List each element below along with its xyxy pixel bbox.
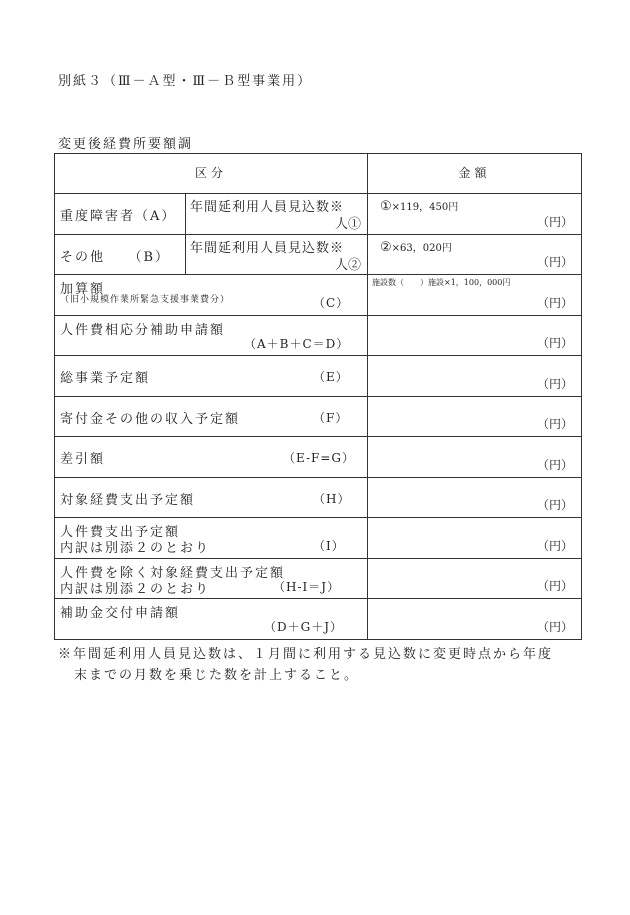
- row-sub-label: 年間延利用人員見込数※: [190, 200, 345, 215]
- row-label-line2: 内訳は別添２のとおり: [60, 541, 211, 556]
- row-code: （H）: [313, 492, 351, 506]
- row-label: 補助金交付申請額: [60, 606, 181, 621]
- row-label: 差引額: [60, 452, 106, 467]
- yen-unit: （円）: [537, 579, 574, 593]
- row-sub-cell: [186, 235, 368, 275]
- row-code: （E-F=G）: [283, 451, 356, 465]
- row-label: 人件費支出予定額: [60, 525, 181, 540]
- row-label-cell: [55, 275, 368, 316]
- table-row: [55, 397, 582, 437]
- row-label: 総事業予定額: [60, 371, 151, 386]
- footnote-line2: 末までの月数を乗じた数を計上すること。: [74, 668, 360, 683]
- amount-formula: ①×119，450円: [380, 199, 459, 214]
- table-row: [55, 194, 582, 235]
- amount-cell[interactable]: [368, 397, 582, 437]
- table-row: [55, 356, 582, 397]
- amount-cell[interactable]: [368, 478, 582, 518]
- row-code: （A＋B＋C＝D）: [244, 337, 350, 351]
- document-title: 別紙３（Ⅲ－Ａ型・Ⅲ－Ｂ型事業用）: [58, 74, 313, 89]
- yen-unit: （円）: [537, 417, 574, 431]
- facility-count-formula: 施設数（ ）施設×1，100，000円: [372, 278, 511, 287]
- row-label-cell: [55, 235, 186, 275]
- row-label-cell: [55, 316, 368, 356]
- row-label: 人件費相応分補助申請額: [60, 323, 226, 338]
- yen-unit: （円）: [537, 620, 574, 634]
- table-row: [55, 599, 582, 640]
- row-label-cell: [55, 437, 368, 478]
- amount-cell[interactable]: [368, 599, 582, 640]
- table-row: [55, 235, 582, 275]
- table-header-row: [55, 154, 582, 194]
- table-row: [55, 437, 582, 478]
- row-label-line2: 内訳は別添２のとおり: [60, 582, 211, 597]
- row-label-cell: [55, 356, 368, 397]
- row-label-cell: [55, 194, 186, 235]
- expense-table: [54, 153, 582, 640]
- yen-unit: （円）: [537, 215, 574, 229]
- amount-cell[interactable]: [368, 275, 582, 316]
- yen-unit: （円）: [537, 255, 574, 269]
- row-sub-label: 年間延利用人員見込数※: [190, 241, 345, 256]
- row-label-cell: [55, 599, 368, 640]
- amount-cell[interactable]: [368, 518, 582, 559]
- row-label: 対象経費支出予定額: [60, 493, 196, 508]
- row-code: （I）: [313, 539, 345, 553]
- footnote: [58, 644, 588, 686]
- row-sub-unit: 人①: [335, 217, 362, 232]
- row-code: （F）: [313, 411, 349, 425]
- footnote-line1: ※年間延利用人員見込数は、１月間に利用する見込数に変更時点から年度: [58, 647, 554, 662]
- amount-cell[interactable]: [368, 356, 582, 397]
- row-label: その他 （B）: [60, 250, 171, 265]
- row-note: （旧小規模作業所緊急支援事業費分）: [60, 295, 231, 305]
- row-label: 重度障害者（A）: [60, 209, 177, 224]
- row-label-cell: [55, 478, 368, 518]
- table-title: 変更後経費所要額調: [58, 137, 194, 152]
- amount-cell[interactable]: [368, 559, 582, 599]
- header-amount: 金額: [368, 154, 582, 194]
- header-category: 区分: [55, 154, 368, 194]
- amount-cell[interactable]: [368, 316, 582, 356]
- row-code: （C）: [313, 296, 350, 310]
- yen-unit: （円）: [537, 539, 574, 553]
- table-row: [55, 275, 582, 316]
- yen-unit: （円）: [537, 336, 574, 350]
- row-label-cell: [55, 518, 368, 559]
- row-sub-cell: [186, 194, 368, 235]
- yen-unit: （円）: [537, 296, 574, 310]
- yen-unit: （円）: [537, 458, 574, 472]
- amount-cell[interactable]: [368, 194, 582, 235]
- row-label: 人件費を除く対象経費支出予定額: [60, 566, 286, 581]
- row-label-cell: [55, 559, 368, 599]
- amount-cell[interactable]: [368, 437, 582, 478]
- amount-formula: ②×63，020円: [380, 240, 452, 255]
- row-label: 加算額: [60, 282, 106, 297]
- amount-cell[interactable]: [368, 235, 582, 275]
- table-row: [55, 559, 582, 599]
- row-code: （H-I＝J）: [273, 580, 341, 594]
- yen-unit: （円）: [537, 377, 574, 391]
- table-row: [55, 518, 582, 559]
- table-row: [55, 478, 582, 518]
- row-sub-unit: 人②: [335, 258, 362, 273]
- row-label-cell: [55, 397, 368, 437]
- row-label: 寄付金その他の収入予定額: [60, 412, 241, 427]
- table-row: [55, 316, 582, 356]
- yen-unit: （円）: [537, 498, 574, 512]
- row-code: （D＋G＋J）: [264, 620, 344, 634]
- row-code: （E）: [313, 370, 349, 384]
